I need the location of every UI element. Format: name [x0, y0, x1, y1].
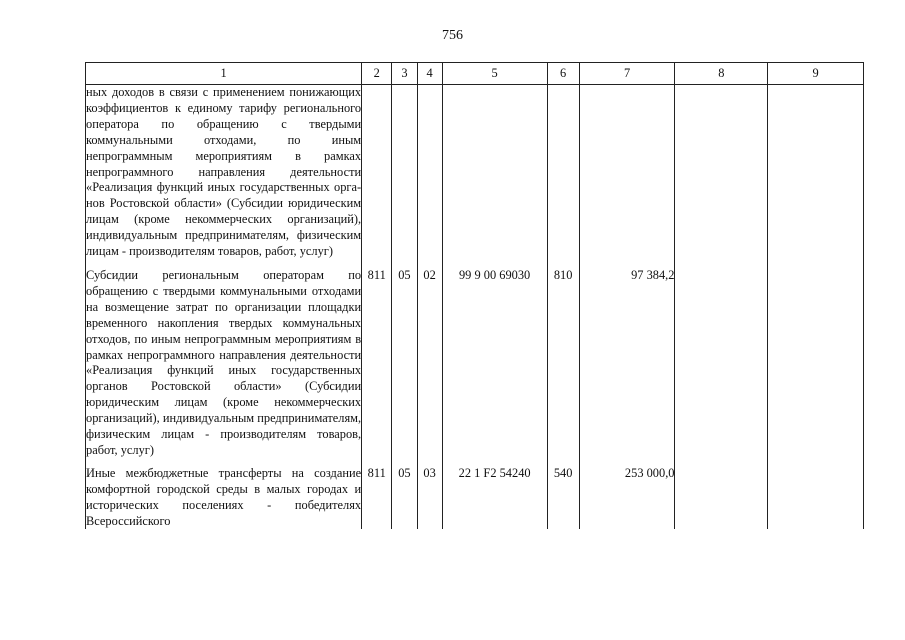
header-cell: 4 — [417, 63, 442, 85]
page-number: 756 — [442, 28, 463, 43]
cell-ministry-code — [362, 85, 392, 267]
cell-amount-3 — [768, 466, 864, 530]
header-cell: 7 — [579, 63, 675, 85]
cell-amount-2 — [675, 85, 768, 267]
header-cell: 6 — [547, 63, 579, 85]
cell-subsection: 02 — [417, 267, 442, 466]
table-row — [86, 466, 864, 530]
cell-subsection — [417, 85, 442, 267]
header-cell: 1 — [86, 63, 362, 85]
header-cell: 2 — [362, 63, 392, 85]
cell-section — [392, 85, 417, 267]
cell-subsection: 03 — [417, 466, 442, 530]
cell-target-article: 99 9 00 69030 — [442, 267, 547, 466]
header-cell: 9 — [768, 63, 864, 85]
header-cell: 5 — [442, 63, 547, 85]
cell-expense-type: 810 — [547, 267, 579, 466]
cell-amount: 97 384,2 — [579, 267, 675, 466]
table-row — [86, 267, 864, 466]
cell-amount-3 — [768, 85, 864, 267]
row-description: Иные межбюджетные трансферты на создание комфортной городской среды в малых городах и исторических поселениях - победителях Всероссийского — [86, 465, 362, 528]
cell-amount-2 — [675, 466, 768, 530]
budget-table — [85, 62, 864, 529]
table-row — [86, 85, 864, 267]
cell-amount-2 — [675, 267, 768, 466]
cell-section: 05 — [392, 466, 417, 530]
cell-expense-type: 540 — [547, 466, 579, 530]
row-description: ных доходов в связи с применением понижающих коэффициентов к единому тарифу регионального оператора по обращению с твердыми коммунальными отходами, по иным непрограммным мероприятиям в рамках непрограммного направления деятельности «Реализация функций иных государственных органов Ростовской области» (Субсидии юридическим лицам (кроме некоммерческих организаций), индивидуальным предпринимателям, физическим лицам - производителям товаров, работ, услуг) — [86, 85, 362, 267]
cell-expense-type — [547, 85, 579, 267]
cell-target-article — [442, 85, 547, 267]
header-cell: 8 — [675, 63, 768, 85]
cell-amount — [579, 85, 675, 267]
cell-target-article: 22 1 F2 54240 — [442, 466, 547, 530]
cell-ministry-code: 811 — [362, 267, 392, 466]
cell-ministry-code: 811 — [362, 466, 392, 530]
cell-amount-3 — [768, 267, 864, 466]
row-description: Субсидии региональным операторам по обращению с твердыми коммунальными отходами на возмещение затрат по организации площадки временного накопления твердых коммунальных отходов, по иным непрограммным мероприятиям в рамках непрограммного направления деятельности «Реализация функций иных государственных органов Ростовской области» (Субсидии юридическим лицам (кроме некоммерческих организаций), индивидуальным предпринимателям, физическим лицам - производителям товаров, работ, услуг) — [86, 267, 362, 466]
header-cell: 3 — [392, 63, 417, 85]
header-row — [86, 63, 864, 85]
cell-amount: 253 000,0 — [579, 466, 675, 530]
cell-section: 05 — [392, 267, 417, 466]
